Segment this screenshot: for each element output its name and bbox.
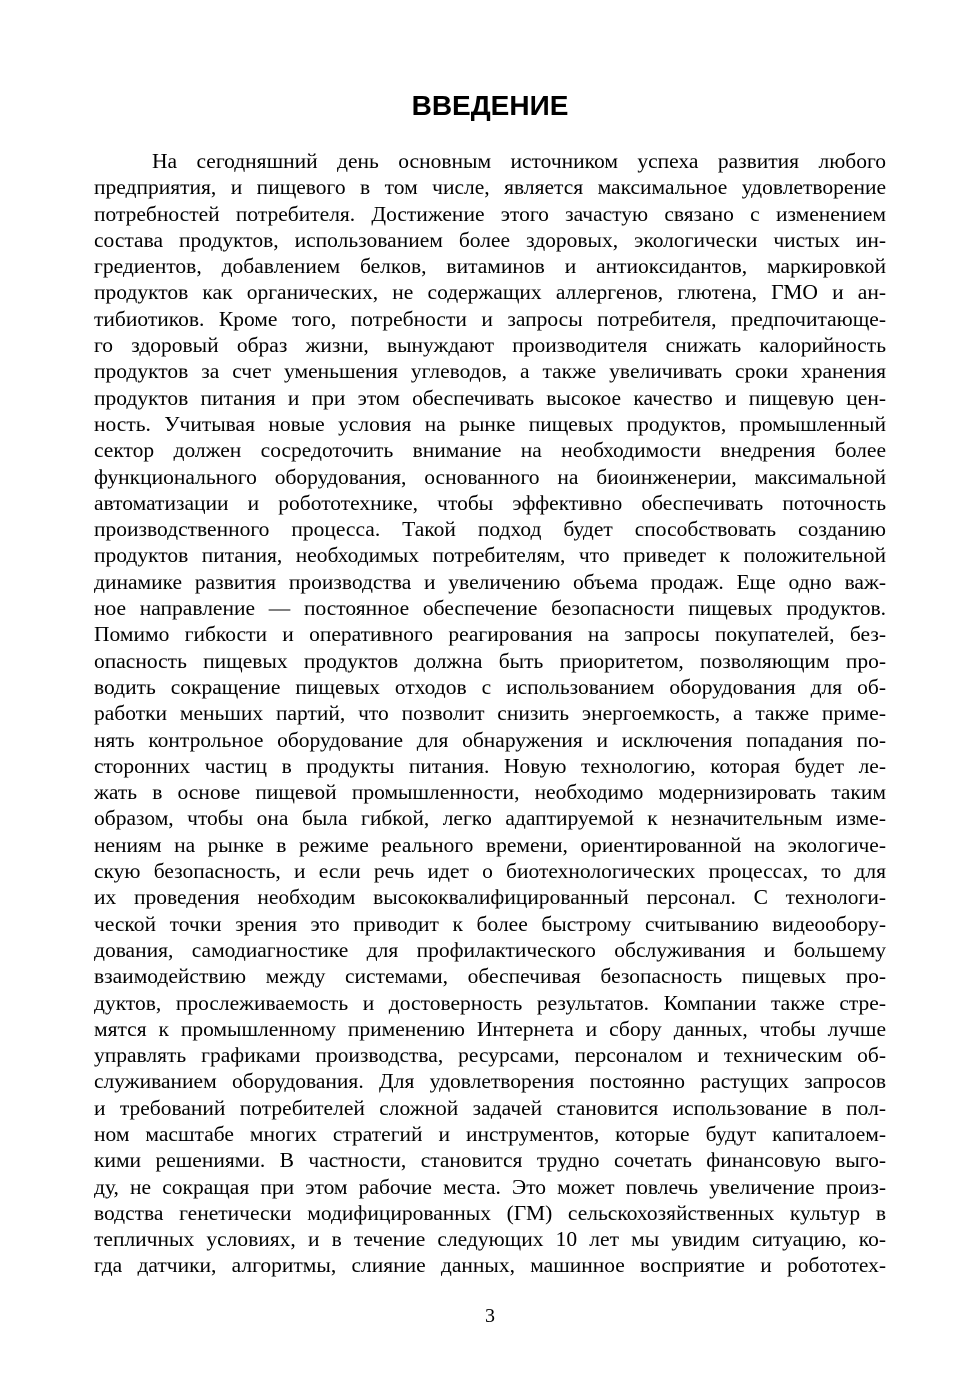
text-line: ду, не сокращая при этом рабочие места. Это может повлечь увеличение произ- bbox=[94, 1174, 886, 1199]
text-line: нениям на рынке в режиме реального времени, ориентированной на экологиче- bbox=[94, 832, 886, 857]
text-line: сторонних частиц в продукты питания. Новую технологию, которая будет ле- bbox=[94, 753, 886, 778]
text-line: кими решениями. В частности, становится трудно сочетать финансовую выго- bbox=[94, 1148, 886, 1173]
text-line: управлять графиками производства, ресурсами, персоналом и техническим об- bbox=[94, 1043, 886, 1068]
text-line: мятся к промышленному применению Интернета и сбору данных, чтобы лучше bbox=[94, 1016, 886, 1041]
text-line: автоматизации и робототехнике, чтобы эффективно обеспечивать поточность bbox=[94, 490, 886, 515]
text-line: тепличных условиях, и в течение следующих 10 лет мы увидим ситуацию, ко- bbox=[94, 1227, 886, 1252]
text-line: продуктов как органических, не содержащих аллергенов, глютена, ГМО и ан- bbox=[94, 280, 886, 305]
text-line: функционального оборудования, основанного на биоинженерии, максимальной bbox=[94, 464, 886, 489]
page-number: 3 bbox=[485, 1305, 495, 1327]
text-line: производственного процесса. Такой подход будет способствовать созданию bbox=[94, 517, 886, 542]
text-line: служиванием оборудования. Для удовлетворения постоянно растущих запросов bbox=[94, 1069, 886, 1094]
text-line: Помимо гибкости и оперативного реагирования на запросы покупателей, без- bbox=[94, 622, 886, 647]
text-line: динамике развития производства и увеличению объема продаж. Еще одно важ- bbox=[94, 569, 886, 594]
text-line: дуктов, прослеживаемость и достоверность результатов. Компании также стре- bbox=[94, 990, 886, 1015]
text-line: скую безопасность, и если речь идет о биотехнологических процессах, то для bbox=[94, 859, 886, 884]
text-line: продуктов питания и при этом обеспечивать высокое качество и пищевую цен- bbox=[94, 385, 886, 410]
text-line: жать в основе пищевой промышленности, необходимо модернизировать таким bbox=[94, 780, 886, 805]
text-line: их проведения необходим высококвалифицированный персонал. С технологи- bbox=[94, 885, 886, 910]
text-line: работки меньших партий, что позволит снизить энергоемкость, а также приме- bbox=[94, 701, 886, 726]
text-line: состава продуктов, использованием более здоровых, экологически чистых ин- bbox=[94, 227, 886, 252]
text-line: опасность пищевых продуктов должна быть приоритетом, позволяющим про- bbox=[94, 648, 886, 673]
text-line: предприятия, и пищевого в том числе, является максимальное удовлетворение bbox=[94, 175, 886, 200]
text-line: На сегодняшний день основным источником успеха развития любого bbox=[152, 149, 886, 173]
text-line: взаимодействию между системами, обеспечивая безопасность пищевых про- bbox=[94, 964, 886, 989]
text-line: го здоровый образ жизни, вынуждают производителя снижать калорийность bbox=[94, 333, 886, 358]
text-line: водить сокращение пищевых отходов с использованием оборудования для об- bbox=[94, 674, 886, 699]
text-line: ное направление — постоянное обеспечение безопасности пищевых продуктов. bbox=[94, 596, 886, 621]
text-line: потребностей потребителя. Достижение этого зачастую связано с изменением bbox=[94, 201, 886, 226]
text-line: нять контрольное оборудование для обнаружения и исключения попадания по- bbox=[94, 727, 886, 752]
text-line: продуктов питания, необходимых потребителям, что приведет к положительной bbox=[94, 543, 886, 568]
text-line: гда датчики, алгоритмы, слияние данных, машинное восприятие и робототех- bbox=[94, 1253, 886, 1278]
text-line: дования, самодиагностике для профилактического обслуживания и большему bbox=[94, 937, 886, 962]
text-line: водства генетически модифицированных (ГМ) сельскохозяйственных культур в bbox=[94, 1200, 886, 1225]
text-line: продуктов за счет уменьшения углеводов, а также увеличивать сроки хранения bbox=[94, 359, 886, 384]
text-line: гредиентов, добавлением белков, витаминов и антиоксидантов, маркировкой bbox=[94, 254, 886, 279]
text-line: сектор должен сосредоточить внимание на необходимости внедрения более bbox=[94, 438, 886, 463]
text-line: ческой точки зрения это приводит к более быстрому считыванию видеообору- bbox=[94, 911, 886, 936]
page-title: ВВЕДЕНИЕ bbox=[411, 90, 569, 121]
text-line: ность. Учитывая новые условия на рынке пищевых продуктов, промышленный bbox=[94, 411, 886, 436]
text-line: и требований потребителей сложной задачей становится использование в пол- bbox=[94, 1095, 886, 1120]
text-line: ном масштабе многих стратегий и инструментов, которые будут капиталоем- bbox=[94, 1121, 886, 1146]
text-line: образом, чтобы она была гибкой, легко адаптируемой к незначительным изме- bbox=[94, 806, 886, 831]
body-paragraph bbox=[94, 148, 886, 1279]
text-line: тибиотиков. Кроме того, потребности и запросы потребителя, предпочитающе- bbox=[94, 306, 886, 331]
